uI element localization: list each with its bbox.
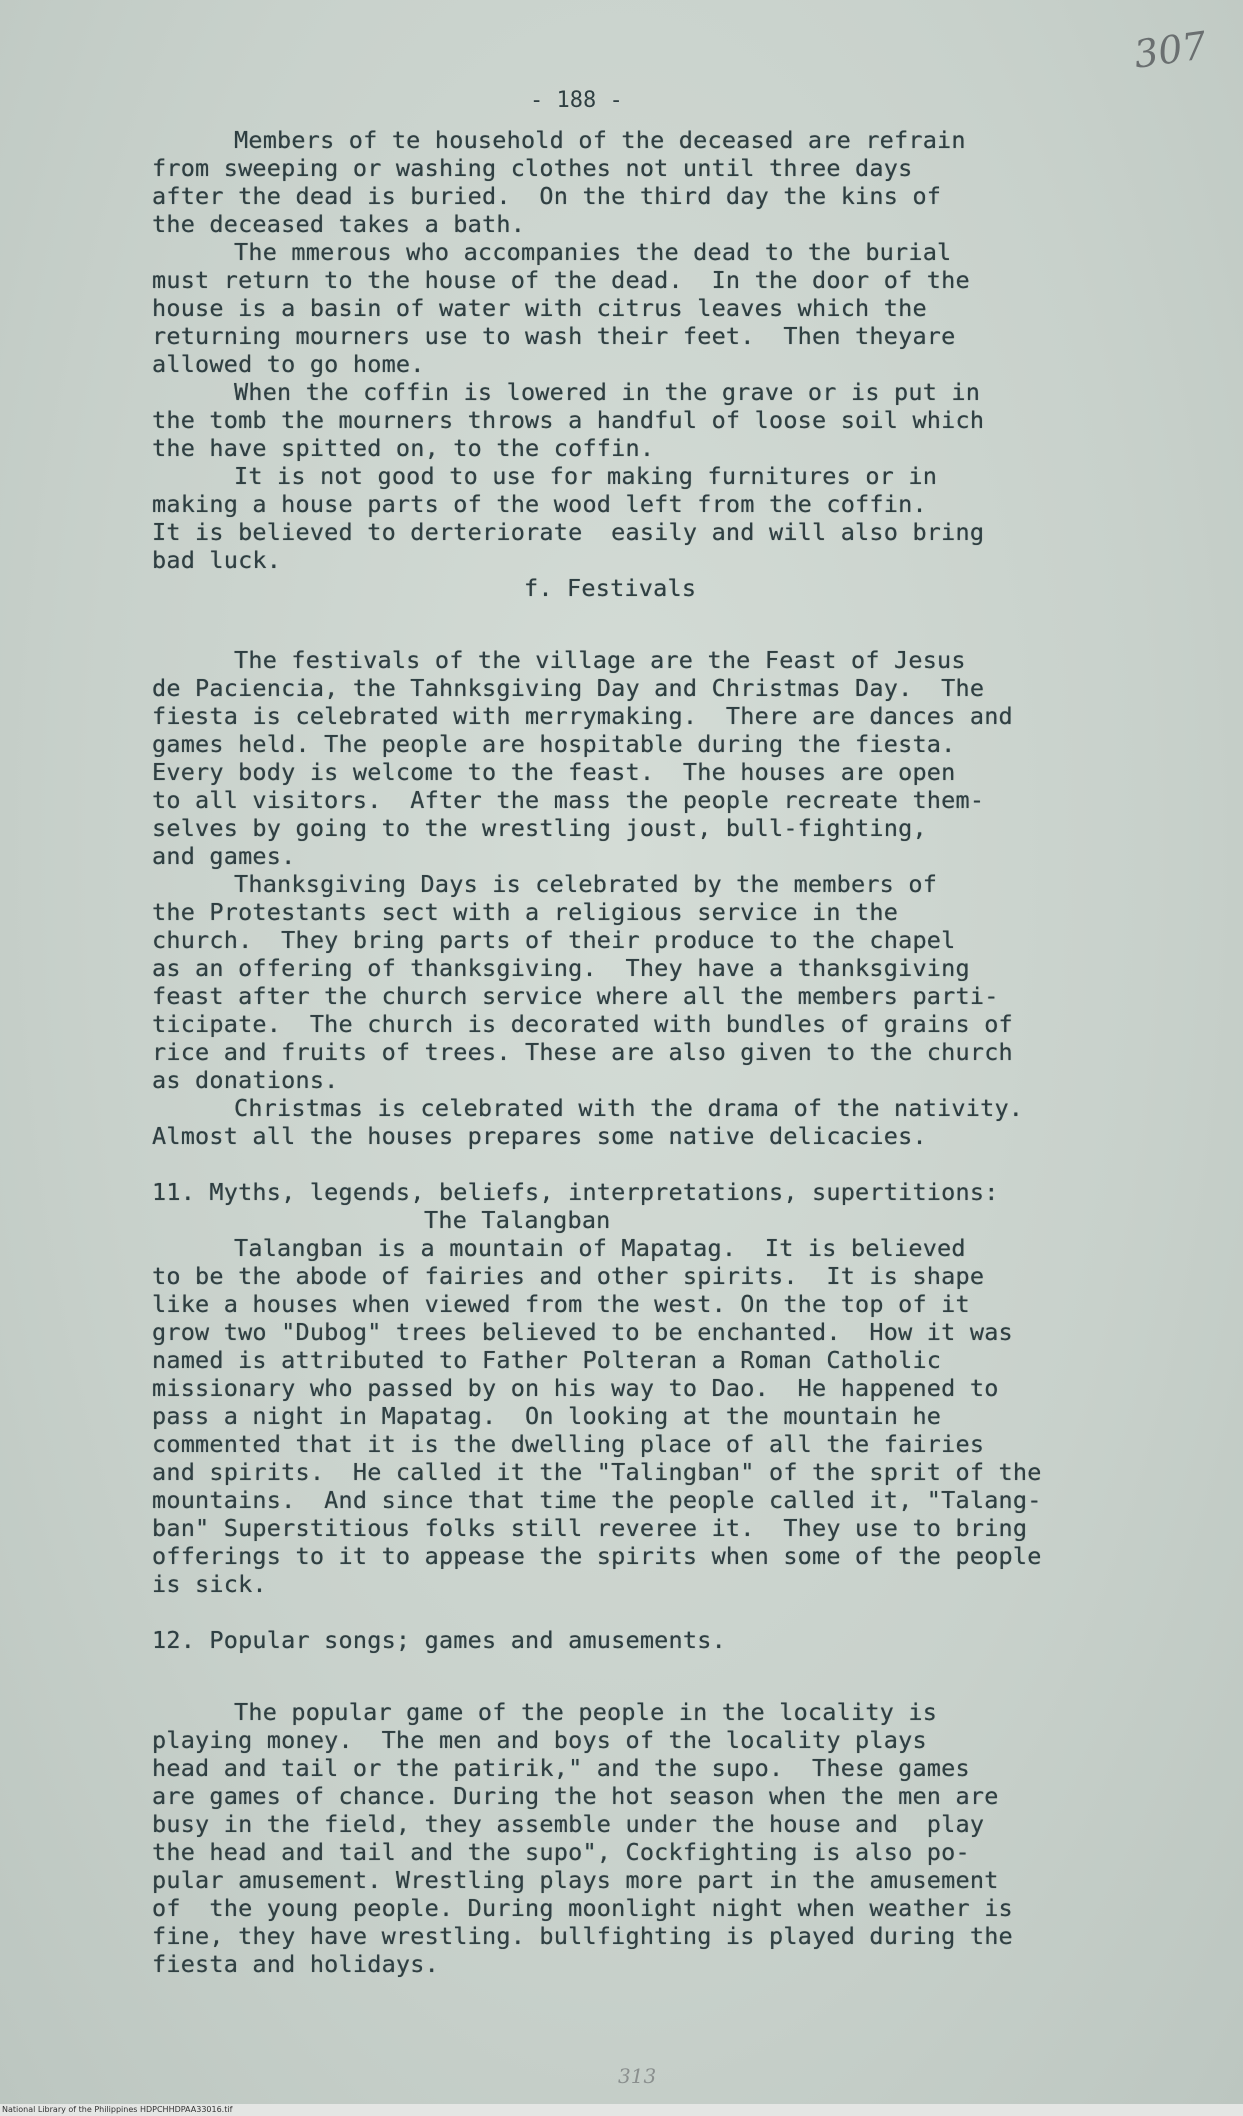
paragraph [152, 1094, 1194, 1150]
text-line: the Protestants sect with a religious service in the [152, 898, 899, 926]
text-line: Members of te household of the deceased are refrain [234, 126, 966, 154]
spacer [234, 1654, 1194, 1698]
text-line: mountains. And since that time the people called it, "Talang- [152, 1486, 1042, 1514]
text-line: as an offering of thanksgiving. They have a thanksgiving [152, 954, 970, 982]
text-line: games held. The people are hospitable during the fiesta. [152, 730, 956, 758]
text-line: ban" Superstitious folks still reveree it. They use to bring [152, 1514, 1028, 1542]
text-line: Talangban is a mountain of Mapatag. It is believed [234, 1234, 966, 1262]
text-line: The mmerous who accompanies the dead to the burial [234, 238, 952, 266]
text-line: Christmas is celebrated with the drama of the nativity. [234, 1094, 1024, 1122]
text-line: fiesta and holidays. [152, 1950, 439, 1978]
text-line: pular amusement. Wrestling plays more part in the amusement [152, 1866, 999, 1894]
text-line: house is a basin of water with citrus leaves which the [152, 294, 927, 322]
text-line: ticipate. The church is decorated with bundles of grains of [152, 1010, 1013, 1038]
text-line: fiesta is celebrated with merrymaking. There are dances and [152, 702, 1013, 730]
text-line: When the coffin is lowered in the grave or is put in [234, 378, 981, 406]
text-line: to be the abode of fairies and other spirits. It is shape [152, 1262, 985, 1290]
text-line: It is believed to derteriorate easily and will also bring [152, 518, 985, 546]
text-line: is sick. [152, 1570, 267, 1598]
heading-festivals: f. Festivals [524, 574, 697, 602]
paragraph [152, 378, 1194, 462]
text-line: selves by going to the wrestling joust, bull-fighting, [152, 814, 927, 842]
spacer [234, 602, 1194, 646]
paragraph [152, 870, 1194, 1094]
text-line: must return to the house of the dead. In the door of the [152, 266, 970, 294]
text-line: de Paciencia, the Tahnksgiving Day and Christmas Day. The [152, 674, 985, 702]
subheading-talangban: The Talangban [424, 1206, 611, 1234]
paragraph [152, 126, 1194, 238]
text-line: to all visitors. After the mass the people recreate them- [152, 786, 985, 814]
scan-footer: National Library of the Philippines HDPCHHDPAA33016.tif [0, 2104, 1243, 2116]
text-line: returning mourners use to wash their feet. Then theyare [152, 322, 956, 350]
text-line: missionary who passed by on his way to Dao. He happened to [152, 1374, 999, 1402]
intro-section [152, 126, 1194, 574]
text-line: and spirits. He called it the "Talingban" of the sprit of the [152, 1458, 1042, 1486]
document-body [152, 126, 1194, 1978]
heading-songs: 12. Popular songs; games and amusements. [152, 1626, 726, 1654]
text-line: pass a night in Mapatag. On looking at the mountain he [152, 1402, 942, 1430]
festivals-section [152, 646, 1194, 1150]
paragraph [152, 462, 1194, 574]
text-line: the head and tail and the supo", Cockfighting is also po- [152, 1838, 970, 1866]
heading-myths: 11. Myths, legends, beliefs, interpretations, supertitions: [152, 1178, 999, 1206]
text-line: as donations. [152, 1066, 339, 1094]
spacer [234, 1598, 1194, 1626]
spacer [234, 1150, 1194, 1178]
text-line: the have spitted on, to the coffin. [152, 434, 655, 462]
text-line: the tomb the mourners throws a handful of loose soil which [152, 406, 985, 434]
paragraph [152, 238, 1194, 378]
text-line: Almost all the houses prepares some native delicacies. [152, 1122, 927, 1150]
text-line: grow two "Dubog" trees believed to be enchanted. How it was [152, 1318, 1013, 1346]
text-line: like a houses when viewed from the west. On the top of it [152, 1290, 970, 1318]
text-line: playing money. The men and boys of the locality plays [152, 1726, 927, 1754]
text-line: The popular game of the people in the locality is [234, 1698, 938, 1726]
text-line: allowed to go home. [152, 350, 425, 378]
text-line: the deceased takes a bath. [152, 210, 526, 238]
myths-section [152, 1234, 1194, 1598]
text-line: from sweeping or washing clothes not until three days [152, 154, 913, 182]
page-number: - 188 - [530, 88, 623, 113]
text-line: fine, they have wrestling. bullfighting is played during the [152, 1922, 1013, 1950]
text-line: of the young people. During moonlight night when weather is [152, 1894, 1013, 1922]
text-line: The festivals of the village are the Feast of Jesus [234, 646, 966, 674]
text-line: head and tail or the patirik," and the supo. These games [152, 1754, 970, 1782]
text-line: making a house parts of the wood left from the coffin. [152, 490, 927, 518]
paragraph [152, 646, 1194, 870]
text-line: It is not good to use for making furnitures or in [234, 462, 938, 490]
text-line: offerings to it to appease the spirits when some of the people [152, 1542, 1042, 1570]
text-line: feast after the church service where all the members parti- [152, 982, 999, 1010]
text-line: named is attributed to Father Polteran a Roman Catholic [152, 1346, 942, 1374]
text-line: after the dead is buried. On the third day the kins of [152, 182, 942, 210]
songs-section [152, 1698, 1194, 1978]
text-line: Thanksgiving Days is celebrated by the members of [234, 870, 938, 898]
text-line: rice and fruits of trees. These are also given to the church [152, 1038, 1013, 1066]
text-line: are games of chance. During the hot season when the men are [152, 1782, 999, 1810]
text-line: Every body is welcome to the feast. The houses are open [152, 758, 956, 786]
text-line: church. They bring parts of their produce to the chapel [152, 926, 956, 954]
text-line: busy in the field, they assemble under the house and play [152, 1810, 985, 1838]
handwritten-page-number: 307 [1131, 23, 1210, 77]
text-line: commented that it is the dwelling place of all the fairies [152, 1430, 985, 1458]
text-line: bad luck. [152, 546, 282, 574]
bottom-handwritten-number: 313 [618, 2064, 657, 2088]
text-line: and games. [152, 842, 296, 870]
